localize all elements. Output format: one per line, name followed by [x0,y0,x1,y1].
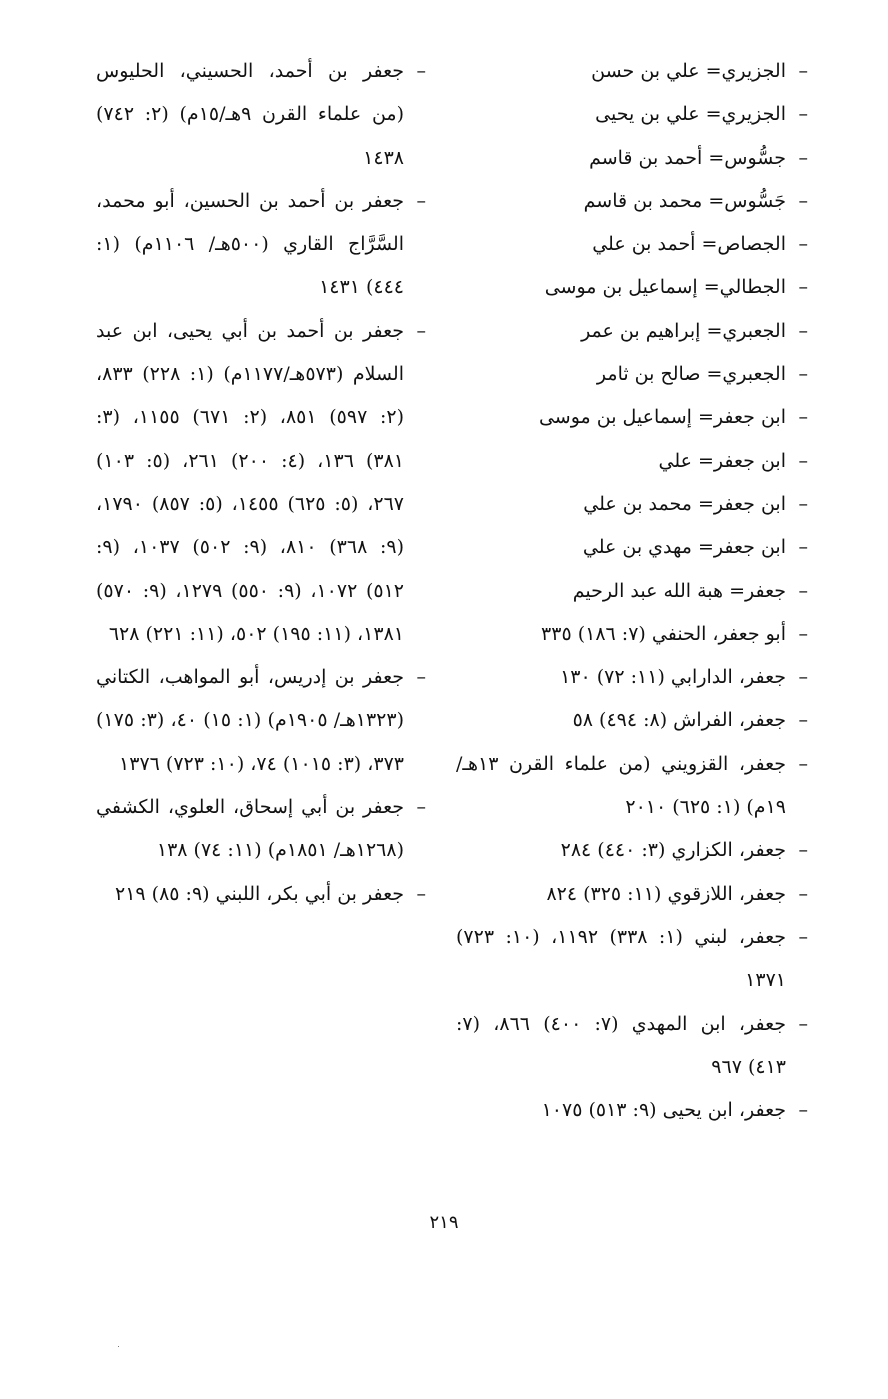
entry-dash: – [798,449,808,472]
page-number: ٢١٩ [429,1212,459,1233]
entry-dash: – [798,60,808,82]
entry-dash: – [798,406,808,429]
entry-dash: – [798,146,808,169]
entry-dash: – [798,1099,808,1122]
entry-dash: – [798,536,808,559]
index-column-left [96,50,426,916]
index-entry [456,916,808,1003]
entry-dash: – [798,103,808,126]
entry-dash: – [798,925,808,948]
entry-dash: – [798,666,808,689]
entry-text: الجعبري= صالح بن ثامر [596,363,786,386]
index-entry [456,137,808,180]
index-entry [96,180,426,310]
entry-text: جعفر، الفراش (٨: ٤٩٤) ٥٨ [572,709,786,732]
entry-text: جعفر بن أحمد، الحسيني، الحليوس (من علماء القرن ٩هـ/١٥م) (٢: ٧٤٢) ١٤٣٨ [96,60,404,169]
entry-dash: – [416,319,426,342]
index-entry [456,266,808,309]
index-entry [456,743,808,830]
index-entry [96,786,426,873]
index-entry [456,829,808,872]
index-entry [456,613,808,656]
entry-dash: – [798,622,808,645]
entry-text: جعفر بن أبي بكر، اللبني (٩: ٨٥) ٢١٩ [114,882,404,905]
index-entry [456,656,808,699]
entry-text: جعفر، الكزاري (٣: ٤٤٠) ٢٨٤ [560,839,786,862]
entry-dash: – [416,796,426,819]
entry-text: جعفر بن أحمد بن أبي يحيى، ابن عبد السلام (٥٧٣هـ/١١٧٧م) (١: ٢٢٨) ٨٣٣، (٢: ٥٩٧) ٨٥١، (٢: ٦٧١) ١١٥٥، (٣: ٣٨١) ١٣٦، (٤: ٢٠٠) ٢٦١، (٥: ١٠٣) ٢٦٧، (٥: ٦٢٥) ١٤٥٥، (٥: ٨٥٧) ١٧٩٠، (٩: ٣٦٨) ٨١٠، (٩: ٥٠٢) ١٠٣٧، (٩: ٥١٢) ١٠٧٢، (٩: ٥٥٠) ١٢٧٩، (٩: ٥٧٠) ١٣٨١، (١١: ١٩٥) ٥٠٢، (١١: ٢٢١) ٦٢٨ [96,319,405,645]
index-entry [456,526,808,569]
index-entry [456,396,808,439]
entry-text: ابن جعفر= علي [658,449,786,472]
entry-text: ابن جعفر= مهدي بن علي [582,536,786,559]
entry-dash: – [798,276,808,299]
index-entry [456,93,808,136]
index-entry [96,50,426,180]
entry-text: جعفر، القزويني (من علماء القرن ١٣هـ/ ١٩م) (١: ٦٢٥) ٢٠١٠ [456,752,786,819]
index-entry [456,483,808,526]
entry-text: جَسُّوس= محمد بن قاسم [583,189,786,212]
scan-speck [118,1346,119,1347]
entry-dash: – [798,319,808,342]
entry-text: جعفر بن أحمد بن الحسين، أبو محمد، السَّرَّاج القاري (٥٠٠هـ/ ١١٠٦م) (١: ٤٤٤) ١٤٣١ [96,189,404,299]
entry-dash: – [798,709,808,732]
entry-dash: – [416,189,426,212]
index-entry [456,223,808,266]
entry-text: جسُّوس= أحمد بن قاسم [589,146,786,169]
index-entry [456,699,808,742]
entry-dash: – [798,839,808,862]
entry-text: الجزيري= علي بن يحيى [595,103,786,126]
index-entry [456,353,808,396]
entry-text: جعفر، ابن يحيى (٩: ٥١٣) ١٠٧٥ [541,1099,786,1122]
entry-dash: – [416,882,426,905]
entry-dash: – [416,60,426,82]
entry-text: الجطالي= إسماعيل بن موسى [544,276,786,299]
entry-text: جعفر، الدارابي (١١: ٧٢) ١٣٠ [560,666,786,689]
entry-text: جعفر، لبني (١: ٣٣٨) ١١٩٢، (١٠: ٧٢٣) ١٣٧١ [456,925,786,992]
index-entry [456,310,808,353]
entry-text: أبو جعفر، الحنفي (٧: ١٨٦) ٣٣٥ [541,622,786,645]
entry-text: الجصاص= أحمد بن علي [592,233,786,256]
entry-text: الجزيري= علي بن حسن [591,60,786,82]
entry-dash: – [798,363,808,386]
index-entry [96,310,426,656]
entry-text: ابن جعفر= إسماعيل بن موسى [538,406,786,429]
entry-dash: – [798,882,808,905]
entry-dash: – [798,579,808,602]
index-entry [456,1089,808,1132]
entry-dash: – [798,189,808,212]
index-column-right [456,50,808,1132]
entry-text: جعفر بن أبي إسحاق، العلوي، الكشفي (١٢٦٨هـ/ ١٨٥١م) (١١: ٧٤) ١٣٨ [96,796,404,862]
entry-text: جعفر، ابن المهدي (٧: ٤٠٠) ٨٦٦، (٧: ٤١٣) ٩٦٧ [456,1012,787,1078]
entry-dash: – [798,752,808,775]
entry-dash: – [416,666,426,689]
entry-text: الجعبري= إبراهيم بن عمر [581,319,786,342]
entry-text: جعفر، اللازقوي (١١: ٣٢٥) ٨٢٤ [546,882,786,905]
index-entry [456,440,808,483]
entry-text: جعفر بن إدريس، أبو المواهب، الكتاني (١٣٢٣هـ/ ١٩٠٥م) (١: ١٥) ٤٠، (٣: ١٧٥) ٣٧٣، (٣: ١٠١٥) ٧٤، (١٠: ٧٢٣) ١٣٧٦ [96,666,404,775]
entry-dash: – [798,233,808,256]
index-entry [456,1003,808,1090]
index-entry [456,873,808,916]
index-entry [96,873,426,916]
entry-dash: – [798,492,808,515]
entry-text: جعفر= هبة الله عبد الرحيم [572,579,786,602]
entry-dash: – [798,1012,808,1035]
index-entry [456,570,808,613]
index-entry [96,656,426,786]
index-entry [456,50,808,93]
index-entry [456,180,808,223]
entry-text: ابن جعفر= محمد بن علي [583,492,786,515]
